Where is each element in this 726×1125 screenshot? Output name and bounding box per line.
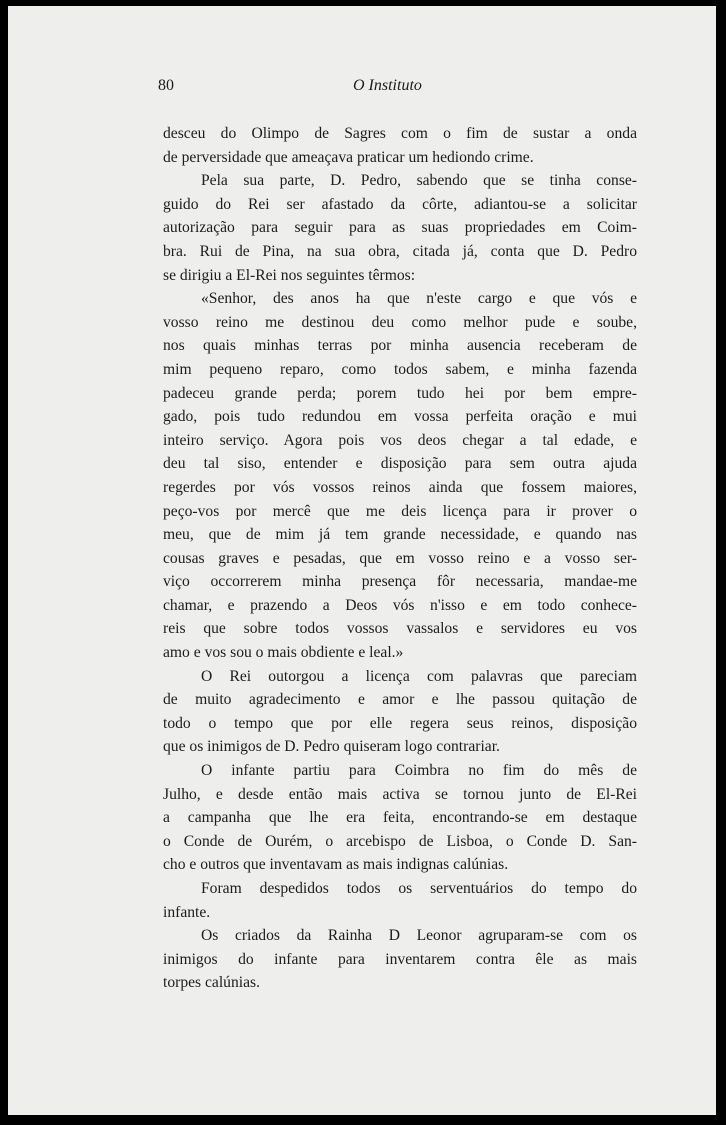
running-title: O Instituto (353, 77, 422, 94)
page-number: 80 (158, 77, 174, 94)
text-line: infante. (163, 903, 211, 921)
text-line: o Conde de Ourém, o arcebispo de Lisboa, o Conde D. San- (163, 832, 637, 850)
text-line: «Senhor, des anos ha que n'este cargo e que vós e (201, 290, 637, 308)
paragraph (163, 122, 637, 169)
body-text (163, 122, 637, 995)
text-line: desceu do Olimpo de Sagres com o fim de sustar a onda (163, 125, 637, 142)
text-line: Julho, e desde então mais activa se tornou junto de El-Rei (163, 785, 637, 803)
text-line: guido do Rei ser afastado da côrte, adiantou-se a solicitar (163, 195, 637, 213)
text-line: vosso reino me destinou deu como melhor pude e soube, (163, 313, 637, 331)
text-line: que os inimigos de D. Pedro quiseram logo contrariar. (163, 738, 500, 756)
paragraph (163, 169, 637, 287)
text-line: reis que sobre todos vossos vassalos e servidores eu vos (163, 620, 637, 638)
paragraph (163, 759, 637, 877)
paragraph (163, 924, 637, 995)
text-line: a campanha que lhe era feita, encontrando-se em destaque (163, 809, 637, 827)
text-line: meu, que de mim já tem grande necessidade, e quando nas (163, 526, 637, 544)
text-line: bra. Rui de Pina, na sua obra, citada já, conta que D. Pedro (163, 242, 637, 260)
text-line: autorização para seguir para as suas propriedades em Coim- (163, 219, 637, 237)
text-line: viço occorrerem minha presença fôr necessaria, mandae-me (163, 573, 637, 591)
paragraph (163, 665, 637, 759)
text-line: Foram despedidos todos os serventuários do tempo do (201, 880, 637, 897)
paragraph (163, 287, 637, 665)
text-line: todo o tempo que por elle regera seus reinos, disposição (163, 714, 637, 732)
text-line: chamar, e prazendo a Deos vós n'isso e em todo conhece- (163, 596, 637, 614)
text-line: de muito agradecimento e amor e lhe passou quitação de (163, 691, 637, 709)
text-line: se dirigiu a El-Rei nos seguintes têrmos: (163, 266, 416, 284)
text-line: cousas graves e pesadas, que em vosso reino e a vosso ser- (163, 549, 637, 567)
text-line: cho e outros que inventavam as mais indignas calúnias. (163, 856, 509, 874)
text-line: O infante partiu para Coimbra no fim do mês de (201, 762, 637, 780)
text-line: gado, pois tudo redundou em vossa perfeita oração e mui (163, 408, 637, 426)
text-line: torpes calúnias. (163, 974, 260, 992)
text-line: Os criados da Rainha D Leonor agruparam-se com os (201, 927, 637, 945)
text-line: Pela sua parte, D. Pedro, sabendo que se tinha conse- (201, 172, 637, 190)
text-line: nos quais minhas terras por minha ausencia receberam de (163, 337, 637, 355)
paragraph (163, 877, 637, 924)
text-line: O Rei outorgou a licença com palavras que pareciam (201, 667, 637, 685)
text-line: inimigos do infante para inventarem contra êle as mais (163, 950, 637, 968)
text-line: inteiro serviço. Agora pois vos deos chegar a tal edade, e (163, 431, 637, 449)
text-line: de perversidade que ameaçava praticar um hediondo crime. (163, 148, 534, 166)
page-header (158, 77, 640, 101)
text-line: peço-vos por mercê que me deis licença para ir prover o (163, 502, 637, 520)
text-line: deu tal siso, entender e disposição para sem outra ajuda (163, 455, 637, 473)
text-line: padeceu grande perda; porem tudo hei por bem empre- (163, 384, 637, 402)
text-line: regerdes por vós vossos reinos ainda que fossem maiores, (163, 478, 637, 496)
text-line: mim pequeno reparo, como todos sabem, e minha fazenda (163, 360, 637, 378)
text-line: amo e vos sou o mais obdiente e leal.» (163, 644, 404, 662)
book-page (8, 6, 716, 1115)
